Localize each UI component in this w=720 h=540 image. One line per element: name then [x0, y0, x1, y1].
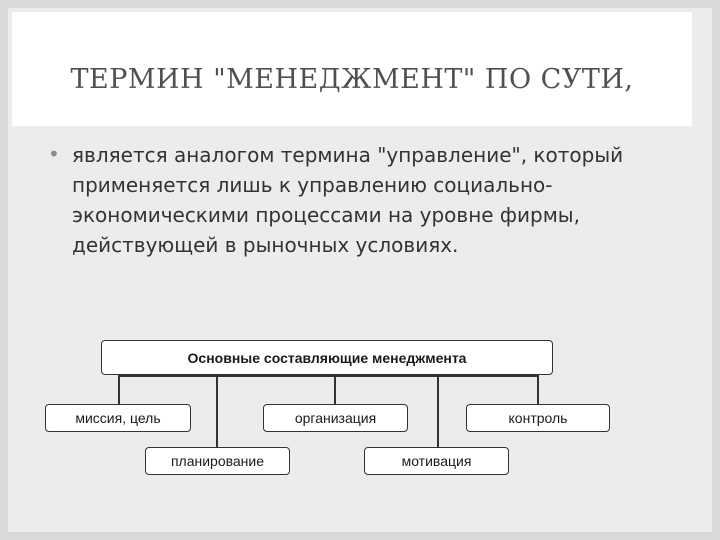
slide-title: ТЕРМИН "МЕНЕДЖМЕНТ" ПО СУТИ,: [70, 64, 634, 95]
connector-line: [437, 375, 439, 447]
node-mission-goal: миссия, цель: [45, 404, 191, 432]
connector-line: [334, 375, 336, 405]
node-organization: организация: [263, 404, 408, 432]
connector-line: [216, 375, 218, 447]
connector-line: [118, 375, 120, 405]
root-node: Основные составляющие менеджмента: [101, 340, 553, 375]
connector-line: [118, 375, 538, 377]
node-motivation: мотивация: [364, 447, 509, 475]
bullet-dot-icon: •: [48, 142, 60, 166]
node-control: контроль: [466, 404, 610, 432]
bullet-text: является аналогом термина "управление", который применяется лишь к управлению социально-экономическими процессами на уровне фирмы, действующей в рыночных условиях.: [72, 143, 624, 257]
node-planning: планирование: [145, 447, 290, 475]
connector-line: [537, 375, 539, 405]
